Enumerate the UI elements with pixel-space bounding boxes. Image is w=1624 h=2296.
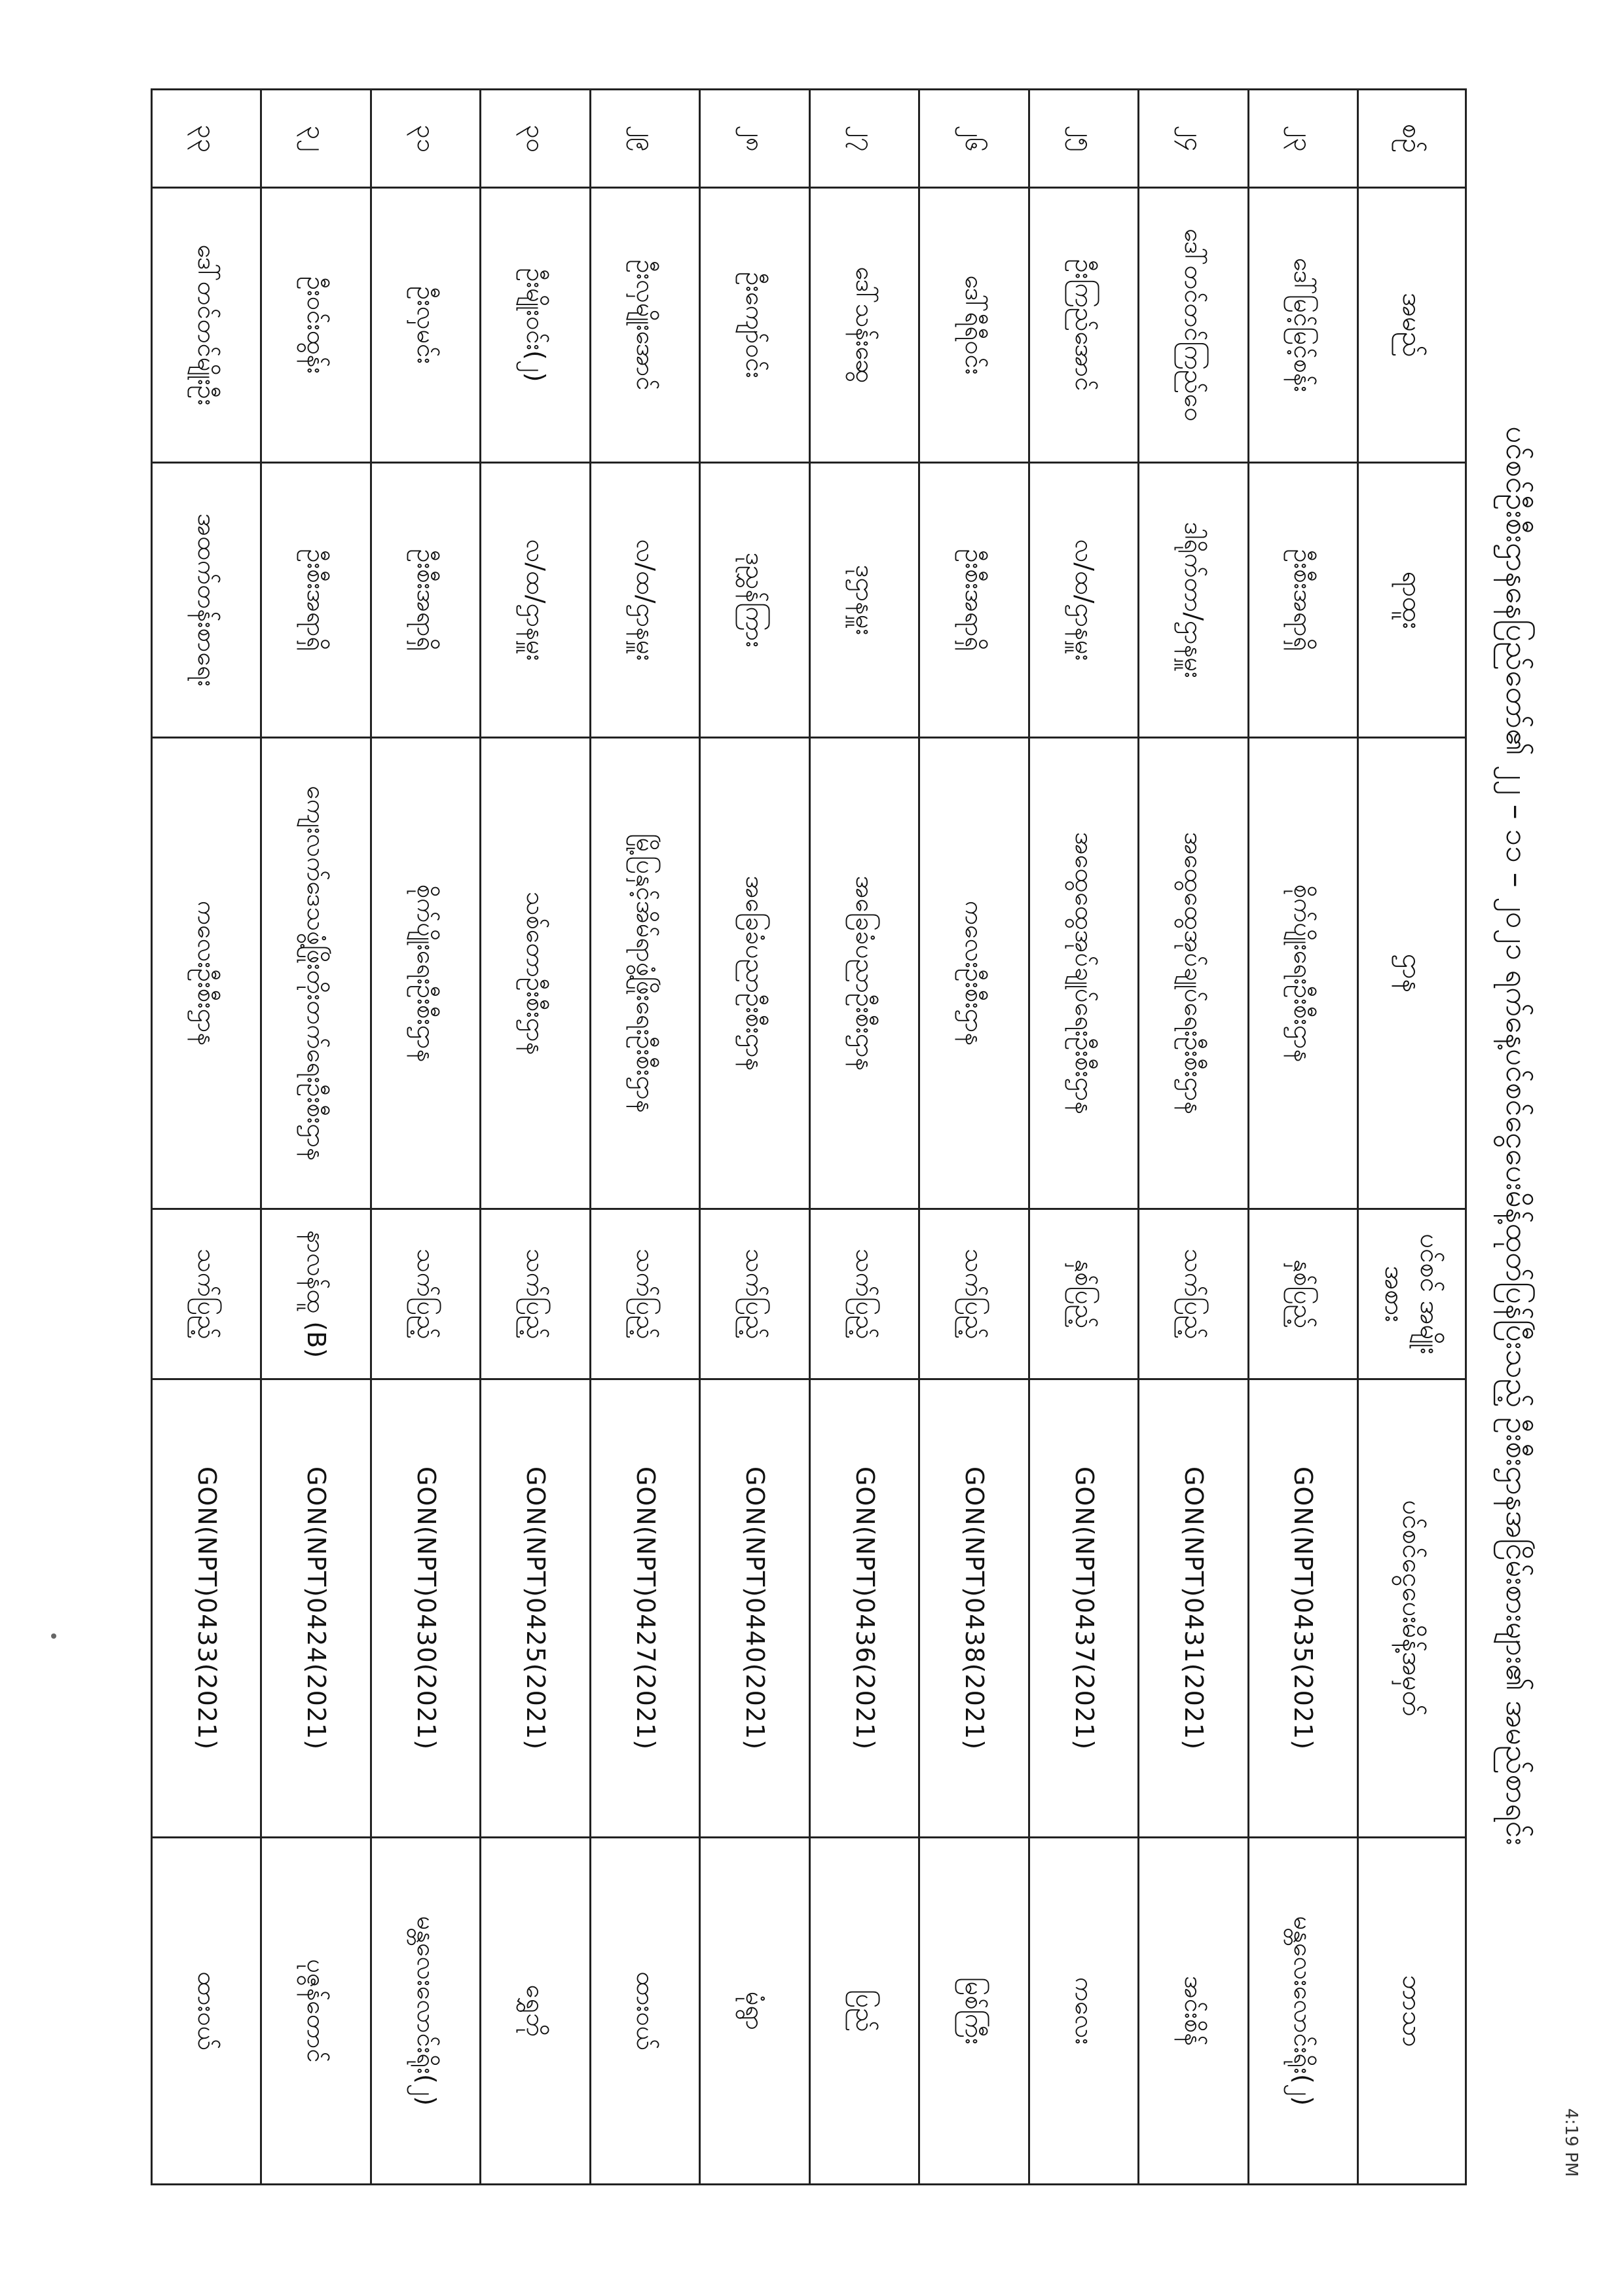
row-number-cell: ၃၃ bbox=[152, 90, 261, 188]
township-cell: ပြည် bbox=[809, 1838, 919, 2185]
pension-roster-table bbox=[151, 88, 1467, 2185]
department-cell: စိုက်ပျိုးရေးဦးစီးဌာန bbox=[371, 738, 480, 1209]
pension-code-cell: GON(NPT)0436(2021) bbox=[809, 1379, 919, 1838]
person-name-cell: ဒေါ်တင်တင်ကြည်ဝေ bbox=[1139, 188, 1248, 463]
row-number-cell: ၂၄ bbox=[1139, 90, 1248, 188]
township-cell: ရွှေဘို bbox=[481, 1838, 590, 2185]
pension-type-cell: သက်ပြည့် bbox=[590, 1209, 699, 1379]
position-cell: လ/ထ/ဌာနမှူး bbox=[1029, 463, 1138, 738]
township-cell: ထားဝယ် bbox=[152, 1838, 261, 2185]
position-cell: ဒါရိုက်တာ/ဌာနမှူး bbox=[1139, 463, 1248, 738]
pension-type-cell: သက်ပြည့် bbox=[1139, 1209, 1248, 1379]
row-number-cell: ၂၆ bbox=[919, 90, 1029, 188]
person-name-cell: ဒေါ်မြင့်မြင့်စန်း bbox=[1248, 188, 1357, 463]
person-name-cell: ဦးလှမင်း bbox=[371, 188, 480, 463]
department-cell: ကလေးဦးစီးဌာန bbox=[152, 738, 261, 1209]
table-row bbox=[590, 90, 699, 2185]
position-cell: လ/ထ/ဌာနမှူး bbox=[481, 463, 590, 738]
person-name-cell: ဦးကျော်ဝင်း bbox=[700, 188, 809, 463]
department-cell: စိုက်ပျိုးရေးဦးစီးဌာန bbox=[1248, 738, 1357, 1209]
department-cell: ကလေးဦးစီးဌာန bbox=[919, 738, 1029, 1209]
print-time: 4:19 PM bbox=[1561, 2108, 1581, 2177]
township-cell: မန္တလေးလောင်းရိုး(၂) bbox=[1248, 1838, 1357, 2185]
pension-code-cell: GON(NPT)0425(2021) bbox=[481, 1379, 590, 1838]
department-cell: အခြေခံပညာဦးစီးဌာန bbox=[700, 738, 809, 1209]
pension-type-cell: သက်ပြည့် bbox=[152, 1209, 261, 1379]
rotated-document-page bbox=[144, 88, 1585, 2183]
header-pension-type: ပင်စင် အမျိုးအစား bbox=[1358, 1209, 1466, 1379]
township-cell: ပုဇွန်တောင် bbox=[261, 1838, 371, 2185]
table-row bbox=[1248, 90, 1357, 2185]
township-cell: မန္တလေးလောင်းရိုး(၂) bbox=[371, 1838, 480, 2185]
table-row bbox=[481, 90, 590, 2185]
header-no: စဉ် bbox=[1358, 90, 1466, 188]
row-number-cell: ၂၃ bbox=[1248, 90, 1357, 188]
header-department: ဌာန bbox=[1358, 738, 1466, 1209]
township-cell: မြစ်ကြီး bbox=[919, 1838, 1029, 2185]
pension-code-cell: GON(NPT)0435(2021) bbox=[1248, 1379, 1357, 1838]
pension-code-cell: GON(NPT)0431(2021) bbox=[1139, 1379, 1248, 1838]
pension-type-cell: နာလန်ထူ (B) bbox=[261, 1209, 371, 1379]
township-cell: အင်းစိန် bbox=[1139, 1838, 1248, 2185]
department-cell: အခြေခံပညာဦးစီးဌာန bbox=[809, 738, 919, 1209]
row-number-cell: ၂၇ bbox=[809, 90, 919, 188]
table-row bbox=[809, 90, 919, 2185]
header-pension-code: ပင်စင်ငွေပေးမိန့်အမှတ် bbox=[1358, 1379, 1466, 1838]
position-cell: အထက်တန်းစာရေး bbox=[152, 463, 261, 738]
position-cell: လ/ထ/ဌာနမှူး bbox=[590, 463, 699, 738]
scan-speck bbox=[51, 1633, 56, 1639]
table-row bbox=[152, 90, 261, 2185]
table-row bbox=[261, 90, 371, 2185]
department-cell: ကျေးလက်ဒေသဖွံ့ဖြိုးတိုးတက်ရေးဦးစီးဌာန bbox=[261, 738, 371, 1209]
position-cell: ဦးစီးအရာရှိ bbox=[371, 463, 480, 738]
table-header-row bbox=[1358, 90, 1466, 2185]
person-name-cell: ဒေါ်ရီရီဝင်း bbox=[919, 188, 1029, 463]
row-number-cell: ၂၈ bbox=[700, 90, 809, 188]
department-cell: အထွေထွေအုပ်ချုပ်ရေးဦးစီးဌာန bbox=[1029, 738, 1138, 1209]
person-name-cell: ဒေါ်သန်းဆွေ bbox=[809, 188, 919, 463]
header-location: ရာထူး bbox=[1358, 463, 1466, 738]
pension-type-cell: သက်ပြည့် bbox=[809, 1209, 919, 1379]
position-cell: ဦးစီးအရာရှိ bbox=[261, 463, 371, 738]
position-cell: ဦးစီးအရာရှိ bbox=[919, 463, 1029, 738]
row-number-cell: ၂၉ bbox=[590, 90, 699, 188]
pension-code-cell: GON(NPT)0430(2021) bbox=[371, 1379, 480, 1838]
row-number-cell: ၃၀ bbox=[481, 90, 590, 188]
department-cell: သစ်တောဦးစီးဌာန bbox=[481, 738, 590, 1209]
row-number-cell: ၃၂ bbox=[261, 90, 371, 188]
department-cell: အထွေထွေအုပ်ချုပ်ရေးဦးစီးဌာန bbox=[1139, 738, 1248, 1209]
header-township: ဘာသာ bbox=[1358, 1838, 1466, 2185]
pension-code-cell: GON(NPT)0427(2021) bbox=[590, 1379, 699, 1838]
header-name: အမည် bbox=[1358, 188, 1466, 463]
pension-code-cell: GON(NPT)0424(2021) bbox=[261, 1379, 371, 1838]
pension-type-cell: နှစ်ပြည့် bbox=[1248, 1209, 1357, 1379]
person-name-cell: ဦးကြည်အောင် bbox=[1029, 188, 1138, 463]
township-cell: မုံရွာ bbox=[700, 1838, 809, 2185]
table-row bbox=[919, 90, 1029, 2185]
pension-code-cell: GON(NPT)0438(2021) bbox=[919, 1379, 1029, 1838]
pension-type-cell: နှစ်ပြည့် bbox=[1029, 1209, 1138, 1379]
township-cell: ထားဝယ် bbox=[590, 1838, 699, 2185]
township-cell: ကလေး bbox=[1029, 1838, 1138, 2185]
pension-type-cell: သက်ပြည့် bbox=[481, 1209, 590, 1379]
person-name-cell: ဦးလှမျိုးအောင် bbox=[590, 188, 699, 463]
pension-type-cell: သက်ပြည့် bbox=[919, 1209, 1029, 1379]
pension-code-cell: GON(NPT)0433(2021) bbox=[152, 1379, 261, 1838]
person-name-cell: ဦးမျိုးဝင်း(၂) bbox=[481, 188, 590, 463]
pension-type-cell: သက်ပြည့် bbox=[700, 1209, 809, 1379]
row-number-cell: ၃၁ bbox=[371, 90, 480, 188]
pension-type-cell: သက်ပြည့် bbox=[371, 1209, 480, 1379]
table-row bbox=[700, 90, 809, 2185]
document-title: ပင်စင်ဦးစီးဌာနနေပြည်တော်၏ ၂၂ – ၁၁ – ၂၀၂၁ ရက်နေ့ပင်စင်ငွေပေးမိန့်ထုတ်ပြန်ပြီးသည့် ဦးစီးဌာနအငြိမ်းစားများ၏ အမည်စာရင်း bbox=[1500, 426, 1535, 1846]
person-name-cell: ဦးဝင်းထွန်း bbox=[261, 188, 371, 463]
department-cell: မြို့ပြနှင့်အိမ်ရာဖွံ့ဖြိုးရေးဦးစီးဌာန bbox=[590, 738, 699, 1209]
pension-code-cell: GON(NPT)0440(2021) bbox=[700, 1379, 809, 1838]
row-number-cell: ၂၅ bbox=[1029, 90, 1138, 188]
table-row bbox=[371, 90, 480, 2185]
table-row bbox=[1029, 90, 1138, 2185]
position-cell: ဒုညွှန်ကြား bbox=[700, 463, 809, 738]
pension-code-cell: GON(NPT)0437(2021) bbox=[1029, 1379, 1138, 1838]
table-row bbox=[1139, 90, 1248, 2185]
position-cell: ဒုဌာနမှူး bbox=[809, 463, 919, 738]
position-cell: ဦးစီးအရာရှိ bbox=[1248, 463, 1357, 738]
person-name-cell: ဒေါ်တင်တင်မျိုးဦး bbox=[152, 188, 261, 463]
